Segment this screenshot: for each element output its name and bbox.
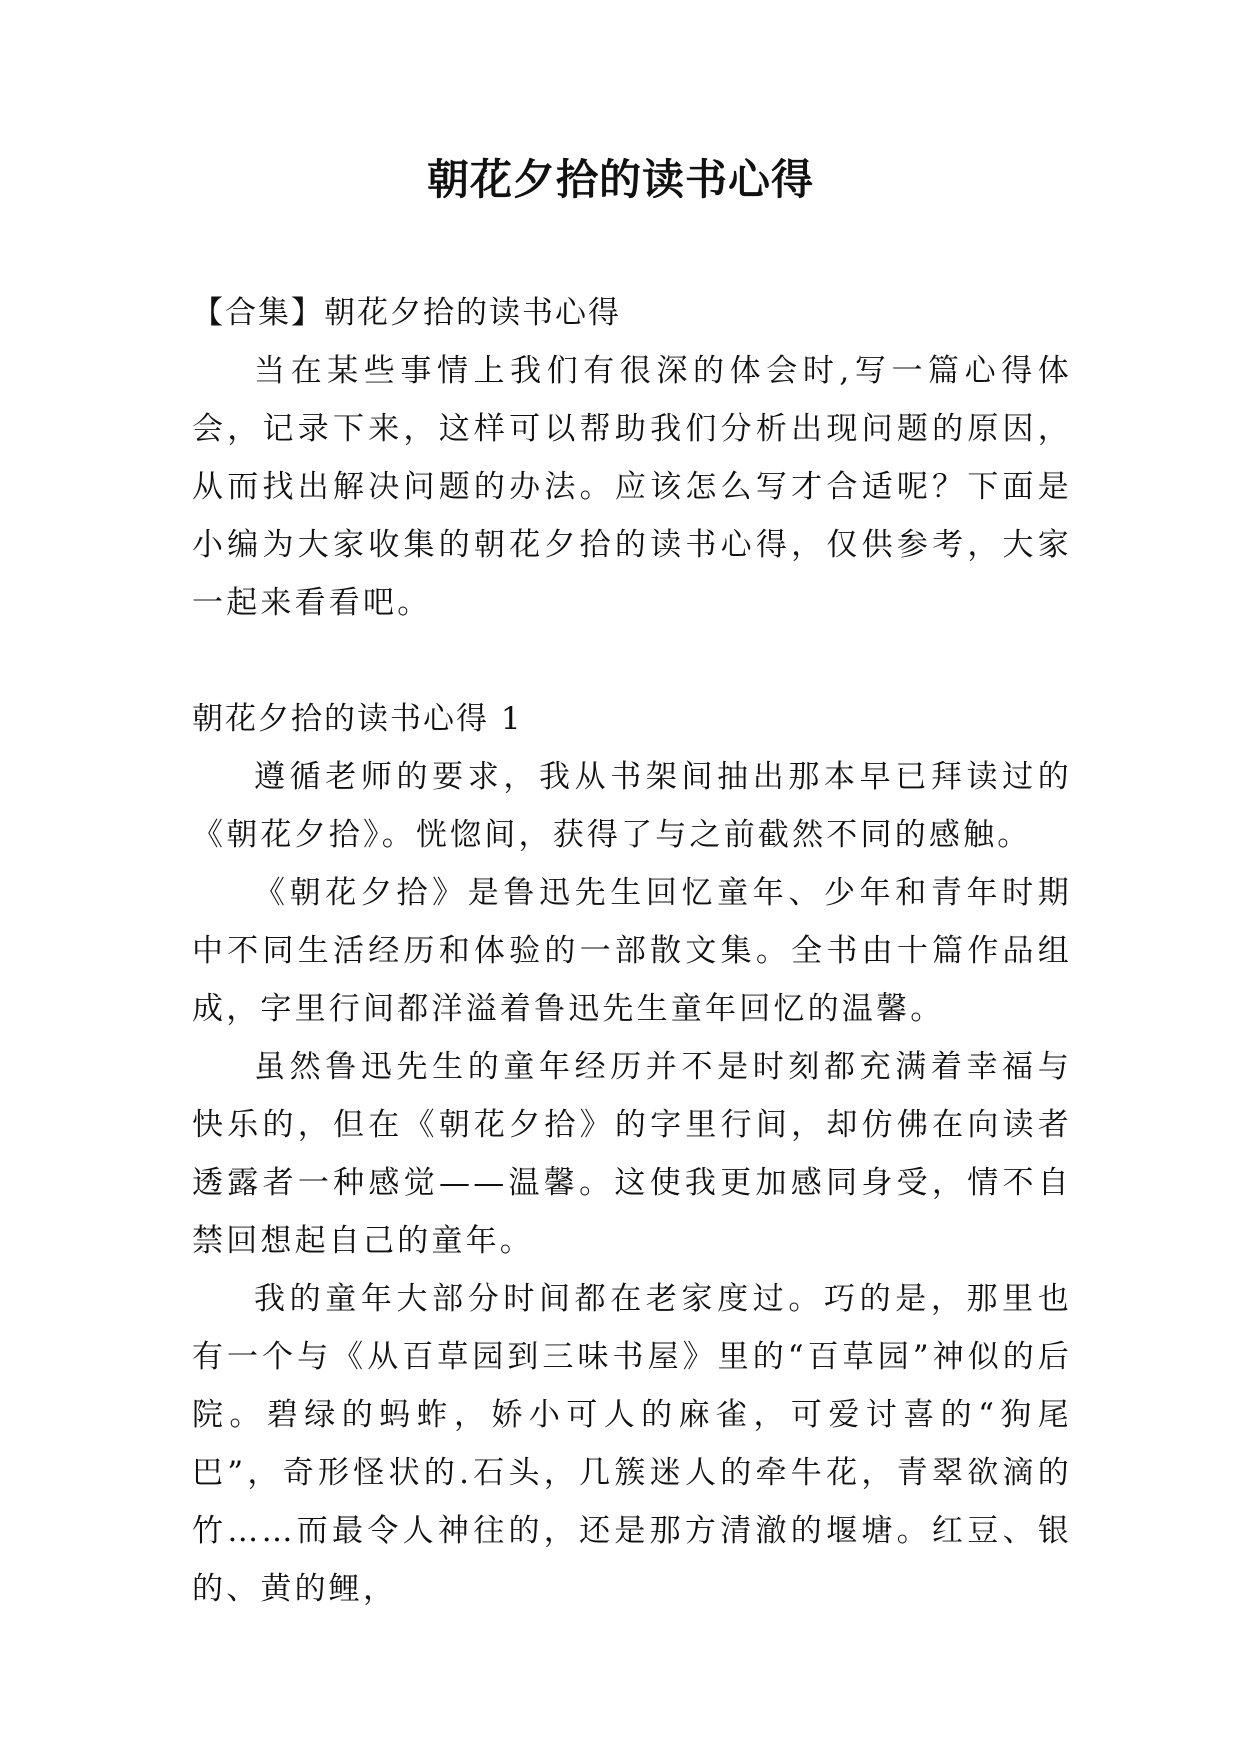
section-heading: 朝花夕拾的读书心得 1 (192, 701, 523, 737)
intro-paragraph: 当在某些事情上我们有很深的体会时,写一篇心得体会，记录下来，这样可以帮助我们分析出现问题的原因，从而找出解决问题的办法。应该怎么写才合适呢？下面是小编为大家收集的朝花夕拾的读书心得，仅供参考，大家一起来看看吧。 (192, 353, 1072, 621)
section-spacer (192, 632, 1072, 690)
body-paragraph: 《朝花夕拾》是鲁迅先生回忆童年、少年和青年时期中不同生活经历和体验的一部散文集。全书由十篇作品组成，字里行间都洋溢着鲁迅先生童年回忆的温馨。 (192, 875, 1072, 1027)
intro-label: 【合集】朝花夕拾的读书心得 (192, 295, 621, 331)
document-title: 朝花夕拾的读书心得 (426, 155, 814, 204)
body-paragraph: 遵循老师的要求，我从书架间抽出那本早已拜读过的《朝花夕拾》。恍惚间，获得了与之前截然不同的感触。 (192, 759, 1072, 853)
body-paragraph: 我的童年大部分时间都在老家度过。巧的是，那里也有一个与《从百草园到三味书屋》里的“百草园”神似的后院。碧绿的蚂蚱，娇小可人的麻雀，可爱讨喜的“狗尾巴”，奇形怪状的.石头，几簇迷人的牵牛花，青翠欲滴的竹……而最令人神往的，还是那方清澈的堰塘。红豆、银的、黄的鲤， (192, 1281, 1072, 1607)
body-paragraph: 虽然鲁迅先生的童年经历并不是时刻都充满着幸福与快乐的，但在《朝花夕拾》的字里行间，却仿佛在向读者透露者一种感觉——温馨。这使我更加感同身受，情不自禁回想起自己的童年。 (192, 1049, 1072, 1259)
document-body (192, 284, 1072, 1618)
